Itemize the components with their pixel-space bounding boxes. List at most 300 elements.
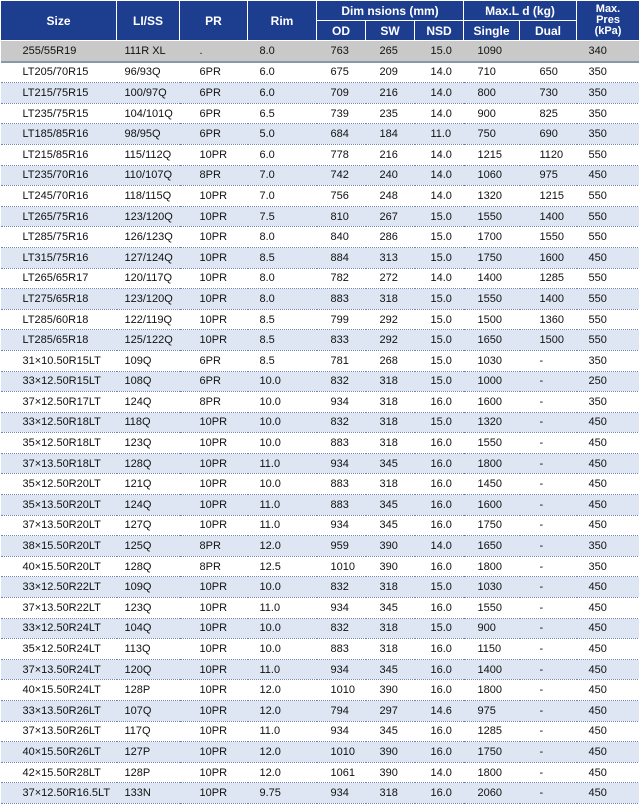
cell-single: 1320	[464, 186, 520, 207]
cell-sw: 235	[366, 103, 415, 124]
cell-max-pres: 350	[577, 536, 639, 557]
cell-pr: 6PR	[180, 371, 248, 392]
cell-size: 31×10.50R15LT	[1, 350, 117, 371]
cell-od: 742	[317, 165, 366, 186]
table-row	[1, 330, 639, 351]
cell-size: LT215/85R16	[1, 144, 117, 165]
cell-rim: 11.0	[248, 453, 317, 474]
cell-max-pres: 340	[577, 41, 639, 62]
cell-sw: 318	[366, 639, 415, 660]
cell-rim: 11.0	[248, 515, 317, 536]
cell-od: 934	[317, 721, 366, 742]
cell-max-pres: 450	[577, 701, 639, 722]
table-row	[1, 309, 639, 330]
cell-dual: -	[520, 371, 577, 392]
cell-li-ss: 128P	[117, 680, 180, 701]
table-header	[1, 1, 639, 41]
cell-od: 1061	[317, 762, 366, 783]
cell-li-ss: 127Q	[117, 515, 180, 536]
cell-size: 37×13.50R26LT	[1, 721, 117, 742]
cell-sw: 240	[366, 165, 415, 186]
cell-single: 1750	[464, 247, 520, 268]
cell-max-pres: 550	[577, 206, 639, 227]
cell-max-pres: 450	[577, 659, 639, 680]
cell-pr: 10PR	[180, 186, 248, 207]
cell-pr: 10PR	[180, 206, 248, 227]
cell-size: LT265/75R16	[1, 206, 117, 227]
cell-max-pres: 450	[577, 618, 639, 639]
header-max-pres-line2: Pres	[596, 14, 620, 26]
table-row	[1, 762, 639, 783]
cell-dual: -	[520, 515, 577, 536]
cell-pr: 10PR	[180, 701, 248, 722]
cell-rim: 8.5	[248, 350, 317, 371]
cell-sw: 318	[366, 577, 415, 598]
cell-pr: 10PR	[180, 783, 248, 804]
cell-max-pres: 450	[577, 762, 639, 783]
cell-li-ss: 128P	[117, 762, 180, 783]
table-row	[1, 639, 639, 660]
cell-li-ss: 120/117Q	[117, 268, 180, 289]
cell-max-pres: 350	[577, 62, 639, 83]
cell-rim: 10.0	[248, 474, 317, 495]
cell-nsd: 16.0	[415, 680, 464, 701]
table-row	[1, 350, 639, 371]
cell-pr: 8PR	[180, 392, 248, 413]
cell-li-ss: 127P	[117, 742, 180, 763]
cell-sw: 345	[366, 453, 415, 474]
cell-li-ss: 111R XL	[117, 41, 180, 62]
cell-rim: 10.0	[248, 639, 317, 660]
cell-single: 1650	[464, 536, 520, 557]
cell-size: 35×12.50R24LT	[1, 639, 117, 660]
cell-rim: 7.5	[248, 206, 317, 227]
cell-od: 810	[317, 206, 366, 227]
cell-nsd: 16.0	[415, 556, 464, 577]
cell-max-pres: 550	[577, 144, 639, 165]
cell-od: 934	[317, 453, 366, 474]
cell-rim: 7.0	[248, 165, 317, 186]
cell-rim: 10.0	[248, 577, 317, 598]
table-row	[1, 742, 639, 763]
table-row	[1, 227, 639, 248]
cell-single: 1800	[464, 453, 520, 474]
cell-sw: 318	[366, 392, 415, 413]
cell-rim: 10.0	[248, 392, 317, 413]
cell-od: 1010	[317, 742, 366, 763]
cell-li-ss: 110/107Q	[117, 165, 180, 186]
cell-nsd: 16.0	[415, 659, 464, 680]
cell-nsd: 16.0	[415, 453, 464, 474]
cell-single: 900	[464, 618, 520, 639]
cell-nsd: 14.0	[415, 103, 464, 124]
cell-li-ss: 109Q	[117, 577, 180, 598]
cell-sw: 345	[366, 495, 415, 516]
cell-max-pres: 450	[577, 577, 639, 598]
cell-max-pres: 350	[577, 103, 639, 124]
table-row	[1, 680, 639, 701]
cell-size: LT245/70R16	[1, 186, 117, 207]
header-max-pressure	[577, 1, 639, 41]
cell-sw: 286	[366, 227, 415, 248]
cell-rim: 12.0	[248, 762, 317, 783]
table-row	[1, 495, 639, 516]
cell-od: 883	[317, 433, 366, 454]
cell-li-ss: 124Q	[117, 392, 180, 413]
cell-dual: -	[520, 412, 577, 433]
cell-rim: 6.0	[248, 83, 317, 104]
cell-sw: 248	[366, 186, 415, 207]
cell-rim: 10.0	[248, 618, 317, 639]
cell-pr: 8PR	[180, 165, 248, 186]
cell-dual: -	[520, 474, 577, 495]
cell-single: 900	[464, 103, 520, 124]
cell-sw: 345	[366, 515, 415, 536]
cell-li-ss: 127/124Q	[117, 247, 180, 268]
cell-pr: 10PR	[180, 433, 248, 454]
cell-single: 1000	[464, 371, 520, 392]
cell-single: 1800	[464, 556, 520, 577]
cell-dual: -	[520, 762, 577, 783]
cell-sw: 216	[366, 144, 415, 165]
cell-rim: 10.0	[248, 371, 317, 392]
cell-od: 1010	[317, 680, 366, 701]
cell-single: 1030	[464, 350, 520, 371]
cell-od: 934	[317, 515, 366, 536]
table-row	[1, 536, 639, 557]
cell-li-ss: 124Q	[117, 495, 180, 516]
cell-dual: 1400	[520, 206, 577, 227]
cell-max-pres: 450	[577, 247, 639, 268]
cell-dual: 1600	[520, 247, 577, 268]
cell-pr: .	[180, 41, 248, 62]
table-row	[1, 62, 639, 83]
header-max-load: Max.L d (kg)	[464, 1, 577, 21]
cell-single: 975	[464, 701, 520, 722]
table-row	[1, 659, 639, 680]
cell-single: 1215	[464, 144, 520, 165]
cell-size: 40×15.50R24LT	[1, 680, 117, 701]
cell-max-pres: 550	[577, 309, 639, 330]
cell-rim: 8.5	[248, 247, 317, 268]
cell-max-pres: 550	[577, 227, 639, 248]
cell-pr: 8PR	[180, 536, 248, 557]
cell-li-ss: 115/112Q	[117, 144, 180, 165]
cell-dual: -	[520, 598, 577, 619]
cell-size: 33×12.50R24LT	[1, 618, 117, 639]
cell-rim: 11.0	[248, 598, 317, 619]
cell-nsd: 14.0	[415, 165, 464, 186]
cell-od: 675	[317, 62, 366, 83]
cell-li-ss: 125/122Q	[117, 330, 180, 351]
table-row	[1, 371, 639, 392]
cell-pr: 8PR	[180, 556, 248, 577]
cell-max-pres: 350	[577, 392, 639, 413]
cell-dual: -	[520, 618, 577, 639]
cell-pr: 10PR	[180, 144, 248, 165]
cell-max-pres: 450	[577, 598, 639, 619]
cell-size: 40×15.50R20LT	[1, 556, 117, 577]
table-row	[1, 556, 639, 577]
cell-pr: 6PR	[180, 103, 248, 124]
cell-max-pres: 450	[577, 783, 639, 804]
header-size: Size	[1, 1, 117, 41]
cell-max-pres: 450	[577, 412, 639, 433]
cell-rim: 9.75	[248, 783, 317, 804]
cell-dual: -	[520, 659, 577, 680]
cell-od: 832	[317, 371, 366, 392]
cell-sw: 313	[366, 247, 415, 268]
cell-sw: 268	[366, 350, 415, 371]
cell-dual: 650	[520, 62, 577, 83]
cell-size: LT235/70R16	[1, 165, 117, 186]
cell-single: 1550	[464, 206, 520, 227]
cell-single: 1550	[464, 433, 520, 454]
cell-single: 1450	[464, 474, 520, 495]
cell-rim: 10.0	[248, 412, 317, 433]
cell-li-ss: 104Q	[117, 618, 180, 639]
cell-size: 33×12.50R18LT	[1, 412, 117, 433]
cell-nsd: 15.0	[415, 371, 464, 392]
cell-rim: 6.0	[248, 62, 317, 83]
cell-od: 883	[317, 495, 366, 516]
cell-max-pres: 550	[577, 186, 639, 207]
cell-sw: 292	[366, 309, 415, 330]
cell-li-ss: 118/115Q	[117, 186, 180, 207]
table-row	[1, 247, 639, 268]
cell-nsd: 14.0	[415, 62, 464, 83]
cell-nsd: 14.0	[415, 762, 464, 783]
cell-nsd: 15.0	[415, 247, 464, 268]
cell-pr: 10PR	[180, 721, 248, 742]
cell-nsd: 14.0	[415, 144, 464, 165]
cell-single: 1150	[464, 639, 520, 660]
cell-size: 255/55R19	[1, 41, 117, 62]
cell-dual: -	[520, 392, 577, 413]
cell-od: 684	[317, 124, 366, 145]
cell-sw: 209	[366, 62, 415, 83]
cell-dual: 1285	[520, 268, 577, 289]
cell-rim: 11.0	[248, 659, 317, 680]
cell-sw: 390	[366, 536, 415, 557]
cell-od: 756	[317, 186, 366, 207]
cell-sw: 267	[366, 206, 415, 227]
table-row	[1, 165, 639, 186]
cell-pr: 6PR	[180, 350, 248, 371]
cell-od: 883	[317, 639, 366, 660]
cell-max-pres: 550	[577, 330, 639, 351]
header-li-ss: LI/SS	[117, 1, 180, 41]
cell-nsd: 15.0	[415, 206, 464, 227]
cell-nsd: 16.0	[415, 474, 464, 495]
cell-li-ss: 109Q	[117, 350, 180, 371]
table-row	[1, 433, 639, 454]
cell-nsd: 16.0	[415, 495, 464, 516]
cell-dual: 1215	[520, 186, 577, 207]
cell-single: 1320	[464, 412, 520, 433]
cell-single: 1500	[464, 309, 520, 330]
cell-single: 710	[464, 62, 520, 83]
cell-rim: 7.0	[248, 186, 317, 207]
cell-max-pres: 450	[577, 515, 639, 536]
cell-sw: 216	[366, 83, 415, 104]
cell-sw: 318	[366, 474, 415, 495]
cell-pr: 10PR	[180, 453, 248, 474]
cell-single: 1700	[464, 227, 520, 248]
cell-max-pres: 450	[577, 742, 639, 763]
cell-max-pres: 450	[577, 639, 639, 660]
cell-nsd: 16.0	[415, 392, 464, 413]
cell-size: 37×12.50R16.5LT	[1, 783, 117, 804]
cell-pr: 10PR	[180, 289, 248, 310]
cell-sw: 297	[366, 701, 415, 722]
cell-dual: 730	[520, 83, 577, 104]
header-max-pres-line1: Max.	[595, 3, 621, 15]
cell-sw: 345	[366, 659, 415, 680]
cell-nsd: 15.0	[415, 350, 464, 371]
table-row	[1, 41, 639, 62]
cell-sw: 292	[366, 330, 415, 351]
cell-rim: 10.0	[248, 433, 317, 454]
cell-dual: -	[520, 721, 577, 742]
cell-od: 840	[317, 227, 366, 248]
cell-rim: 6.5	[248, 103, 317, 124]
header-nsd: NSD	[415, 21, 464, 41]
cell-sw: 390	[366, 680, 415, 701]
cell-single: 1800	[464, 762, 520, 783]
cell-pr: 10PR	[180, 330, 248, 351]
cell-od: 739	[317, 103, 366, 124]
cell-size: 37×12.50R17LT	[1, 392, 117, 413]
cell-size: LT275/65R18	[1, 289, 117, 310]
table-row	[1, 618, 639, 639]
cell-li-ss: 123Q	[117, 598, 180, 619]
cell-nsd: 15.0	[415, 289, 464, 310]
cell-size: 37×13.50R24LT	[1, 659, 117, 680]
cell-dual: 1360	[520, 309, 577, 330]
cell-dual: -	[520, 536, 577, 557]
cell-rim: 11.0	[248, 495, 317, 516]
table-row	[1, 124, 639, 145]
cell-size: 35×12.50R18LT	[1, 433, 117, 454]
cell-pr: 10PR	[180, 618, 248, 639]
cell-od: 832	[317, 412, 366, 433]
cell-li-ss: 128Q	[117, 453, 180, 474]
cell-sw: 318	[366, 371, 415, 392]
table-row	[1, 83, 639, 104]
cell-pr: 10PR	[180, 474, 248, 495]
cell-li-ss: 120Q	[117, 659, 180, 680]
cell-dual: -	[520, 577, 577, 598]
cell-single: 1400	[464, 268, 520, 289]
cell-sw: 265	[366, 41, 415, 62]
cell-pr: 10PR	[180, 515, 248, 536]
cell-max-pres: 450	[577, 474, 639, 495]
cell-li-ss: 117Q	[117, 721, 180, 742]
cell-nsd: 16.0	[415, 433, 464, 454]
cell-single: 1550	[464, 598, 520, 619]
cell-pr: 10PR	[180, 412, 248, 433]
cell-nsd: 16.0	[415, 742, 464, 763]
cell-single: 1400	[464, 659, 520, 680]
cell-od: 833	[317, 330, 366, 351]
cell-nsd: 15.0	[415, 227, 464, 248]
cell-nsd: 14.0	[415, 536, 464, 557]
cell-sw: 390	[366, 762, 415, 783]
cell-nsd: 16.0	[415, 639, 464, 660]
cell-dual: 1550	[520, 227, 577, 248]
cell-li-ss: 123/120Q	[117, 206, 180, 227]
cell-od: 799	[317, 309, 366, 330]
cell-nsd: 15.0	[415, 412, 464, 433]
cell-od: 884	[317, 247, 366, 268]
cell-od: 934	[317, 659, 366, 680]
cell-pr: 10PR	[180, 227, 248, 248]
cell-li-ss: 122/119Q	[117, 309, 180, 330]
cell-rim: 8.0	[248, 41, 317, 62]
cell-od: 934	[317, 783, 366, 804]
header-pr: PR	[180, 1, 248, 41]
table-row	[1, 721, 639, 742]
table-row	[1, 186, 639, 207]
cell-pr: 10PR	[180, 598, 248, 619]
table-row	[1, 453, 639, 474]
cell-single: 2060	[464, 783, 520, 804]
cell-rim: 8.5	[248, 330, 317, 351]
cell-rim: 12.0	[248, 701, 317, 722]
cell-pr: 6PR	[180, 83, 248, 104]
cell-rim: 12.5	[248, 556, 317, 577]
cell-pr: 10PR	[180, 762, 248, 783]
cell-li-ss: 104/101Q	[117, 103, 180, 124]
table-row	[1, 144, 639, 165]
cell-size: 33×12.50R15LT	[1, 371, 117, 392]
cell-rim: 12.0	[248, 680, 317, 701]
cell-pr: 6PR	[180, 62, 248, 83]
cell-od: 1010	[317, 556, 366, 577]
cell-nsd: 15.0	[415, 309, 464, 330]
cell-rim: 5.0	[248, 124, 317, 145]
cell-rim: 12.0	[248, 742, 317, 763]
cell-max-pres: 450	[577, 721, 639, 742]
cell-nsd: 15.0	[415, 330, 464, 351]
cell-li-ss: 100/97Q	[117, 83, 180, 104]
cell-max-pres: 550	[577, 268, 639, 289]
cell-single: 1600	[464, 495, 520, 516]
cell-rim: 8.0	[248, 268, 317, 289]
table-body	[1, 41, 639, 804]
cell-od: 781	[317, 350, 366, 371]
cell-dual: -	[520, 742, 577, 763]
cell-rim: 8.5	[248, 309, 317, 330]
cell-nsd: 16.0	[415, 515, 464, 536]
cell-dual: -	[520, 701, 577, 722]
cell-nsd: 16.0	[415, 598, 464, 619]
cell-max-pres: 450	[577, 433, 639, 454]
cell-dual: 975	[520, 165, 577, 186]
cell-li-ss: 107Q	[117, 701, 180, 722]
cell-dual: -	[520, 639, 577, 660]
cell-dual: -	[520, 495, 577, 516]
cell-pr: 10PR	[180, 577, 248, 598]
table-row	[1, 701, 639, 722]
table-row	[1, 598, 639, 619]
cell-dual: -	[520, 453, 577, 474]
cell-single: 1750	[464, 742, 520, 763]
cell-single: 1750	[464, 515, 520, 536]
cell-sw: 318	[366, 433, 415, 454]
cell-max-pres: 350	[577, 556, 639, 577]
